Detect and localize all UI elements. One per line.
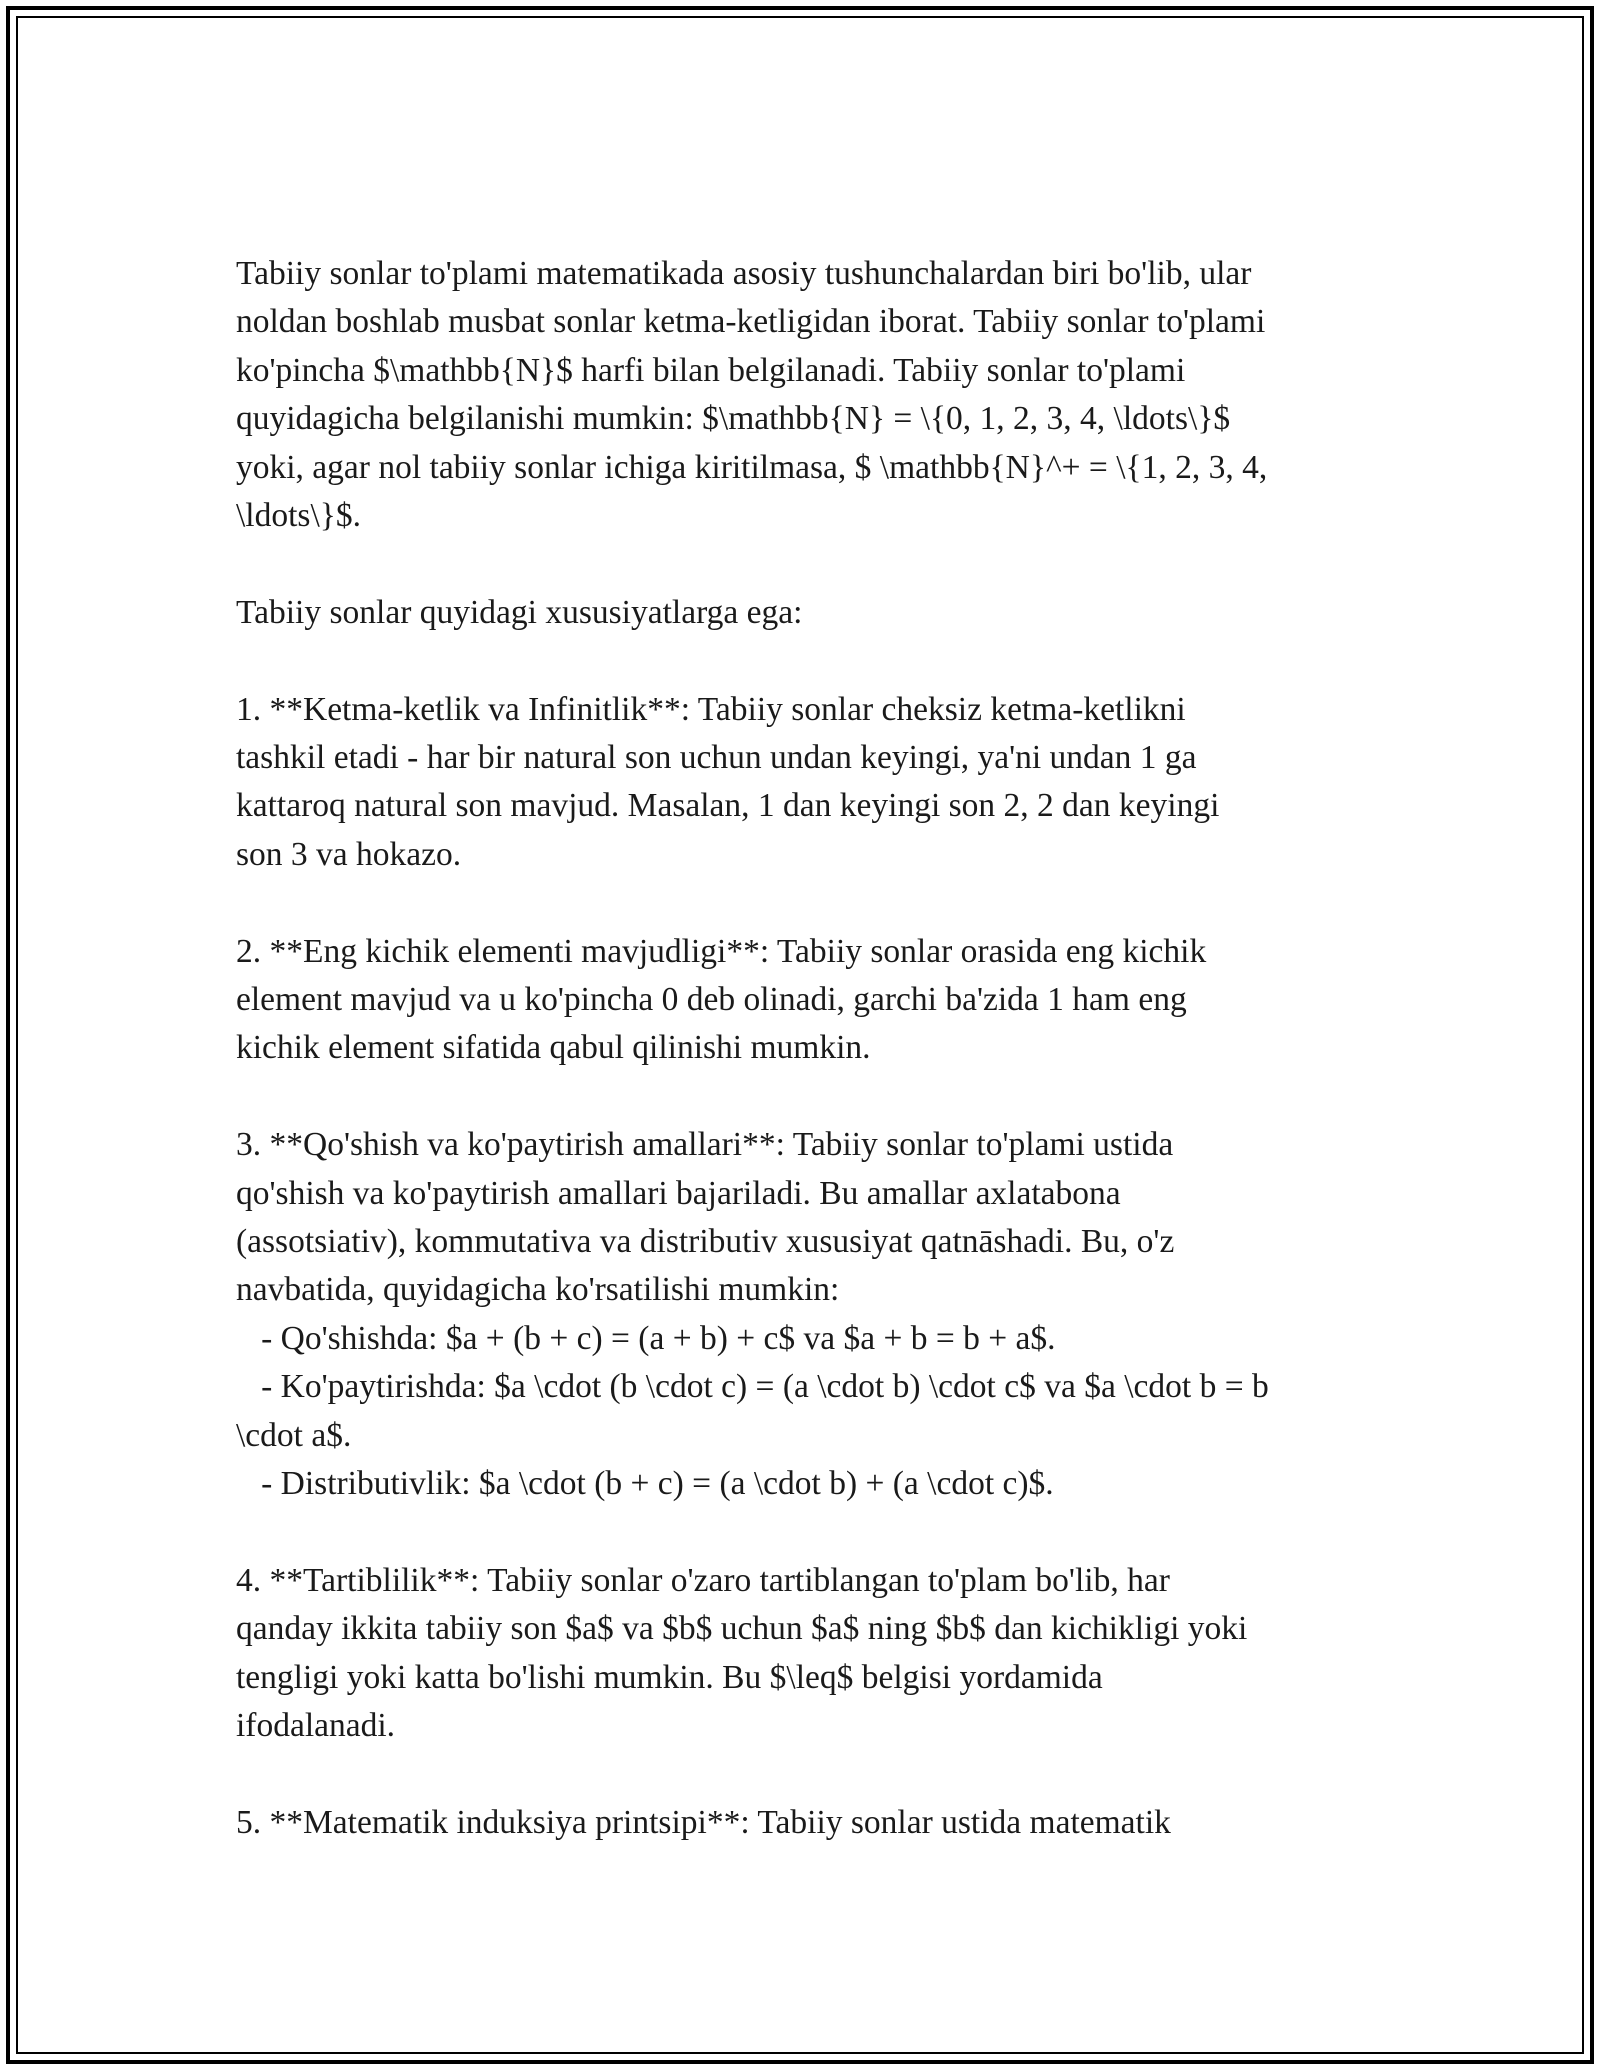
- document-body: [236, 250, 1386, 1847]
- list-item-1: [236, 686, 1386, 880]
- properties-intro-paragraph: [236, 589, 1386, 637]
- paragraph-gap: [236, 637, 1386, 685]
- text-line: 2. **Eng kichik elementi mavjudligi**: Tabiiy sonlar orasida eng kichik: [236, 932, 1207, 970]
- text-line: quyidagicha belgilanishi mumkin: $\mathbb{N} = \{0, 1, 2, 3, 4, \ldots\}$: [236, 400, 1231, 438]
- paragraph-gap: [236, 1751, 1386, 1799]
- list-item-4: [236, 1557, 1386, 1751]
- text-line: navbatida, quyidagicha ko'rsatilishi mumkin:: [236, 1271, 840, 1309]
- list-item-5: [236, 1799, 1386, 1847]
- text-line: qanday ikkita tabiiy son $a$ va $b$ uchun $a$ ning $b$ dan kichikligi yoki: [236, 1610, 1248, 1648]
- text-line: kichik element sifatida qabul qilinishi mumkin.: [236, 1029, 871, 1067]
- text-line: 3. **Qo'shish va ko'paytirish amallari**: Tabiiy sonlar to'plami ustida: [236, 1126, 1174, 1164]
- paragraph-gap: [236, 540, 1386, 588]
- text-line: ko'pincha $\mathbb{N}$ harfi bilan belgilanadi. Tabiiy sonlar to'plami: [236, 351, 1186, 389]
- text-line: \ldots\}$.: [236, 497, 361, 535]
- text-line: son 3 va hokazo.: [236, 835, 462, 873]
- text-line: tengligi yoki katta bo'lishi mumkin. Bu $\leq$ belgisi yordamida: [236, 1658, 1103, 1696]
- text-line: Tabiiy sonlar quyidagi xususiyatlarga ega:: [236, 593, 803, 631]
- paragraph-gap: [236, 1509, 1386, 1557]
- text-line: (assotsiativ), kommutativa va distributiv xususiyat qatnāshadi. Bu, o'z: [236, 1223, 1175, 1261]
- paragraph-gap: [236, 1073, 1386, 1121]
- text-line: ifodalanadi.: [236, 1707, 396, 1745]
- text-line: \cdot a$.: [236, 1416, 352, 1454]
- text-line: 5. **Matematik induksiya printsipi**: Tabiiy sonlar ustida matematik: [236, 1803, 1171, 1841]
- text-line: 1. **Ketma-ketlik va Infinitlik**: Tabiiy sonlar cheksiz ketma-ketlikni: [236, 690, 1186, 728]
- text-line: element mavjud va u ko'pincha 0 deb olinadi, garchi ba'zida 1 ham eng: [236, 981, 1187, 1019]
- text-line: 4. **Tartiblilik**: Tabiiy sonlar o'zaro tartiblangan to'plam bo'lib, har: [236, 1561, 1170, 1599]
- text-line: kattaroq natural son mavjud. Masalan, 1 dan keyingi son 2, 2 dan keyingi: [236, 787, 1220, 825]
- text-line: qo'shish va ko'paytirish amallari bajariladi. Bu amallar axlatabona: [236, 1174, 1121, 1212]
- text-line: - Distributivlik: $a \cdot (b + c) = (a \cdot b) + (a \cdot c)$.: [236, 1465, 1054, 1503]
- text-line: noldan boshlab musbat sonlar ketma-ketligidan iborat. Tabiiy sonlar to'plami: [236, 303, 1266, 341]
- intro-paragraph: [236, 250, 1386, 540]
- paragraph-gap: [236, 879, 1386, 927]
- list-item-3: [236, 1121, 1386, 1508]
- text-line: Tabiiy sonlar to'plami matematikada asosiy tushunchalardan biri bo'lib, ular: [236, 255, 1252, 292]
- text-line: tashkil etadi - har bir natural son uchun undan keyingi, ya'ni undan 1 ga: [236, 739, 1197, 777]
- list-item-2: [236, 928, 1386, 1073]
- text-line: - Ko'paytirishda: $a \cdot (b \cdot c) = (a \cdot b) \cdot c$ va $a \cdot b = b: [236, 1368, 1269, 1406]
- text-line: yoki, agar nol tabiiy sonlar ichiga kiritilmasa, $ \mathbb{N}^+ = \{1, 2, 3, 4,: [236, 448, 1268, 486]
- text-line: - Qo'shishda: $a + (b + c) = (a + b) + c$ va $a + b = b + a$.: [236, 1319, 1056, 1357]
